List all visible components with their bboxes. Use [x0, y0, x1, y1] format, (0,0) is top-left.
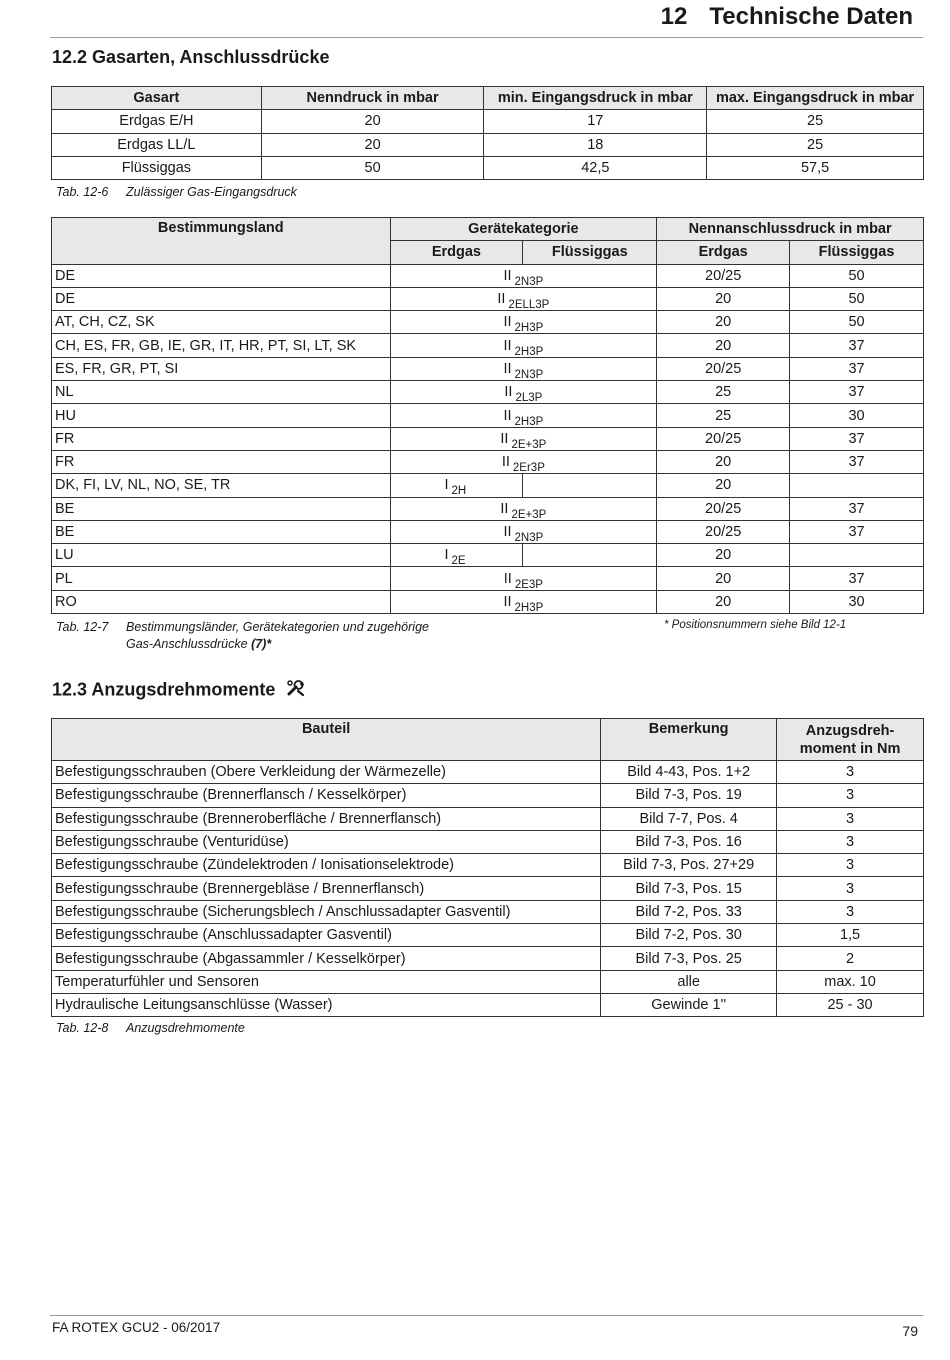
remark-cell: Bild 7-3, Pos. 25	[601, 947, 777, 970]
category-cell	[390, 567, 657, 590]
country-cell: HU	[52, 404, 391, 427]
pressure-erdgas: 20/25	[657, 357, 790, 380]
category-subscript: 2E	[451, 555, 466, 568]
chapter-title: Technische Daten	[709, 3, 913, 30]
table-row	[52, 807, 924, 830]
pressure-erdgas: 20	[657, 287, 790, 310]
table-cell: 20	[261, 133, 484, 156]
torque-cell: 3	[777, 761, 924, 784]
torque-cell: max. 10	[777, 970, 924, 993]
pressure-fluessiggas: 30	[790, 590, 924, 613]
category-label: II	[497, 291, 506, 308]
category-label: II	[500, 500, 509, 517]
pressure-erdgas: 20	[657, 544, 790, 567]
component-cell: Befestigungsschraube (Venturidüse)	[52, 830, 601, 853]
country-cell: LU	[52, 544, 391, 567]
column-subheader: Flüssiggas	[790, 241, 924, 264]
pressure-erdgas: 20	[657, 311, 790, 334]
country-cell: DK, FI, LV, NL, NO, SE, TR	[52, 474, 391, 497]
caption-number: Tab. 12-8	[56, 1021, 109, 1035]
remark-cell: Bild 7-3, Pos. 16	[601, 830, 777, 853]
category-cell	[390, 381, 657, 404]
table-header-row	[52, 218, 924, 241]
category-cell	[390, 450, 657, 473]
column-header: max. Eingangsdruck in mbar	[707, 87, 924, 110]
pressure-erdgas: 20	[657, 334, 790, 357]
torque-cell: 3	[777, 807, 924, 830]
wrench-icon	[286, 679, 306, 702]
category-subscript: 2E3P	[514, 578, 543, 591]
category-cell	[390, 497, 657, 520]
pressure-erdgas: 25	[657, 381, 790, 404]
table-row	[52, 544, 924, 567]
remark-cell: Bild 7-3, Pos. 27+29	[601, 854, 777, 877]
table-row	[52, 520, 924, 543]
caption-text: Bestimmungsländer, Gerätekategorien und zugehörige	[126, 620, 429, 634]
country-cell: CH, ES, FR, GB, IE, GR, IT, HR, PT, SI, LT, SK	[52, 334, 391, 357]
caption-number: Tab. 12-7	[56, 620, 109, 634]
country-cell: DE	[52, 287, 391, 310]
table-cell: Flüssiggas	[52, 156, 262, 179]
table-row	[52, 830, 924, 853]
category-cell	[390, 520, 657, 543]
torque-cell: 1,5	[777, 924, 924, 947]
remark-cell: Bild 7-7, Pos. 4	[601, 807, 777, 830]
component-cell: Befestigungsschraube (Brenneroberfläche / Brennerflansch)	[52, 807, 601, 830]
pressure-fluessiggas: 37	[790, 520, 924, 543]
pressure-fluessiggas: 37	[790, 381, 924, 404]
column-header: Gerätekategorie	[390, 218, 657, 241]
category-label: II	[501, 454, 510, 471]
table-cell: 17	[484, 110, 707, 133]
table-header-row	[52, 87, 924, 110]
torque-cell: 3	[777, 900, 924, 923]
column-header: Bestimmungsland	[52, 218, 391, 265]
component-cell: Hydraulische Leitungsanschlüsse (Wasser)	[52, 993, 601, 1016]
section-title-text: 12.3 Anzugsdrehmomente	[52, 679, 276, 700]
category-cell	[390, 544, 523, 567]
column-subheader: Flüssiggas	[523, 241, 657, 264]
category-label: I	[444, 547, 449, 564]
country-category-table	[51, 217, 924, 614]
table-row	[52, 450, 924, 473]
torque-cell: 3	[777, 877, 924, 900]
category-label: II	[503, 570, 512, 587]
table-row	[52, 287, 924, 310]
category-cell	[390, 357, 657, 380]
table-row	[52, 264, 924, 287]
pressure-erdgas: 25	[657, 404, 790, 427]
category-subscript: 2N3P	[514, 275, 544, 288]
torque-cell: 3	[777, 784, 924, 807]
section-title-torque	[52, 679, 306, 702]
table-row	[52, 497, 924, 520]
country-cell: ES, FR, GR, PT, SI	[52, 357, 391, 380]
pressure-fluessiggas: 30	[790, 404, 924, 427]
pressure-erdgas: 20	[657, 450, 790, 473]
component-cell: Befestigungsschraube (Brennerflansch / Kesselkörper)	[52, 784, 601, 807]
pressure-fluessiggas: 37	[790, 497, 924, 520]
caption-reference: (7)*	[251, 637, 272, 651]
torque-cell: 3	[777, 854, 924, 877]
pressure-fluessiggas: 37	[790, 357, 924, 380]
category-subscript: 2E+3P	[511, 508, 547, 521]
document-id: FA ROTEX GCU2 - 06/2017	[52, 1320, 221, 1335]
country-cell: FR	[52, 427, 391, 450]
pressure-fluessiggas: 37	[790, 334, 924, 357]
table-row	[52, 133, 924, 156]
pressure-fluessiggas: 50	[790, 287, 924, 310]
country-cell: NL	[52, 381, 391, 404]
country-cell: PL	[52, 567, 391, 590]
category-subscript: 2E+3P	[511, 438, 547, 451]
component-cell: Befestigungsschraube (Sicherungsblech / Anschlussadapter Gasventil)	[52, 900, 601, 923]
component-cell: Befestigungsschrauben (Obere Verkleidung der Wärmezelle)	[52, 761, 601, 784]
pressure-erdgas: 20	[657, 474, 790, 497]
table-row	[52, 854, 924, 877]
category-cell	[390, 427, 657, 450]
table-cell: 25	[707, 133, 924, 156]
header-divider	[50, 37, 923, 38]
torque-cell: 2	[777, 947, 924, 970]
category-subscript: 2H3P	[514, 415, 544, 428]
component-cell: Befestigungsschraube (Abgassammler / Kesselkörper)	[52, 947, 601, 970]
header-line: moment in Nm	[799, 740, 901, 757]
column-header: Bauteil	[52, 719, 601, 761]
remark-cell: Bild 7-2, Pos. 30	[601, 924, 777, 947]
category-label: II	[500, 430, 509, 447]
table-row	[52, 334, 924, 357]
footer-divider	[50, 1315, 923, 1316]
pressure-fluessiggas: 37	[790, 450, 924, 473]
category-cell	[390, 590, 657, 613]
column-subheader: Erdgas	[390, 241, 523, 264]
country-cell: BE	[52, 497, 391, 520]
pressure-erdgas: 20	[657, 590, 790, 613]
position-note: * Positionsnummern siehe Bild 12-1	[664, 619, 847, 631]
chapter-number: 12	[660, 3, 688, 30]
table-cell: Erdgas E/H	[52, 110, 262, 133]
category-cell	[390, 404, 657, 427]
component-cell: Befestigungsschraube (Zündelektroden / Ionisationselektrode)	[52, 854, 601, 877]
table-row	[52, 970, 924, 993]
table-row	[52, 427, 924, 450]
category-subscript: 2H3P	[514, 322, 544, 335]
category-subscript: 2ELL3P	[508, 299, 550, 312]
header-line: Anzugsdreh-	[805, 722, 895, 739]
pressure-erdgas: 20	[657, 567, 790, 590]
table-cell: 20	[261, 110, 484, 133]
table-row	[52, 110, 924, 133]
category-subscript: 2H	[451, 485, 467, 498]
table-row	[52, 877, 924, 900]
category-label: II	[504, 384, 513, 401]
pressure-fluessiggas: 50	[790, 311, 924, 334]
category-cell	[390, 287, 657, 310]
table-cell: 42,5	[484, 156, 707, 179]
torque-cell: 25 - 30	[777, 993, 924, 1016]
pressure-erdgas: 20/25	[657, 427, 790, 450]
remark-cell: Bild 7-3, Pos. 19	[601, 784, 777, 807]
caption-text: Zulässiger Gas-Eingangsdruck	[126, 185, 297, 199]
table-row	[52, 784, 924, 807]
torque-table	[51, 718, 924, 1017]
category-cell-empty	[523, 544, 657, 567]
table-row	[52, 590, 924, 613]
remark-cell: Bild 7-3, Pos. 15	[601, 877, 777, 900]
table-cell: 50	[261, 156, 484, 179]
page-number: 79	[902, 1323, 918, 1339]
table-header-row	[52, 719, 924, 761]
remark-cell: Gewinde 1''	[601, 993, 777, 1016]
pressure-fluessiggas: 50	[790, 264, 924, 287]
component-cell: Befestigungsschraube (Anschlussadapter Gasventil)	[52, 924, 601, 947]
remark-cell: Bild 7-2, Pos. 33	[601, 900, 777, 923]
table-cell: 57,5	[707, 156, 924, 179]
torque-cell: 3	[777, 830, 924, 853]
table-row	[52, 947, 924, 970]
pressure-fluessiggas: 37	[790, 427, 924, 450]
category-cell	[390, 311, 657, 334]
category-cell	[390, 474, 523, 497]
pressure-erdgas: 20/25	[657, 497, 790, 520]
category-label: II	[503, 593, 512, 610]
column-header: Bemerkung	[601, 719, 777, 761]
category-label: I	[444, 477, 449, 494]
category-subscript: 2L3P	[515, 392, 543, 405]
category-subscript: 2N3P	[514, 532, 544, 544]
table-row	[52, 311, 924, 334]
country-cell: AT, CH, CZ, SK	[52, 311, 391, 334]
caption-number: Tab. 12-6	[56, 185, 109, 199]
table-row	[52, 474, 924, 497]
table-row	[52, 381, 924, 404]
country-cell: FR	[52, 450, 391, 473]
category-label: II	[503, 360, 512, 377]
pressure-erdgas: 20/25	[657, 264, 790, 287]
table-cell: Erdgas LL/L	[52, 133, 262, 156]
category-label: II	[503, 337, 512, 354]
table-cell: 25	[707, 110, 924, 133]
table-row	[52, 761, 924, 784]
column-header: Nennanschlussdruck in mbar	[657, 218, 924, 241]
table-cell: 18	[484, 133, 707, 156]
category-label: II	[503, 314, 512, 331]
table-row	[52, 924, 924, 947]
country-cell: RO	[52, 590, 391, 613]
category-subscript: 2N3P	[514, 368, 544, 381]
category-label: II	[503, 267, 512, 284]
table-row	[52, 900, 924, 923]
remark-cell: Bild 4-43, Pos. 1+2	[601, 761, 777, 784]
remark-cell: alle	[601, 970, 777, 993]
section-title-gas: 12.2 Gasarten, Anschlussdrücke	[52, 47, 330, 67]
column-header	[777, 719, 924, 761]
pressure-fluessiggas	[790, 474, 924, 497]
category-label: II	[503, 524, 512, 540]
component-cell: Befestigungsschraube (Brennergebläse / Brennerflansch)	[52, 877, 601, 900]
category-label: II	[503, 407, 512, 424]
category-cell-empty	[523, 474, 657, 497]
caption-text: Gas-Anschlussdrücke	[126, 637, 248, 651]
gas-pressure-table	[51, 86, 924, 180]
country-cell: DE	[52, 264, 391, 287]
pressure-fluessiggas	[790, 544, 924, 567]
country-cell: BE	[52, 520, 391, 543]
column-header: Gasart	[52, 87, 262, 110]
pressure-erdgas: 20/25	[657, 520, 790, 543]
table-caption	[56, 619, 429, 653]
table-row	[52, 357, 924, 380]
column-subheader: Erdgas	[657, 241, 790, 264]
pressure-fluessiggas: 37	[790, 567, 924, 590]
table-row	[52, 567, 924, 590]
table-caption	[56, 185, 297, 199]
component-cell: Temperaturfühler und Sensoren	[52, 970, 601, 993]
chapter-heading	[661, 3, 913, 31]
category-subscript: 2Er3P	[512, 462, 545, 475]
table-caption	[56, 1021, 245, 1035]
column-header: Nenndruck in mbar	[261, 87, 484, 110]
table-row	[52, 156, 924, 179]
table-row	[52, 993, 924, 1016]
table-row	[52, 404, 924, 427]
category-subscript: 2H3P	[514, 345, 544, 358]
category-cell	[390, 334, 657, 357]
caption-text: Anzugsdrehmomente	[126, 1021, 245, 1035]
column-header: min. Eingangsdruck in mbar	[484, 87, 707, 110]
category-subscript: 2H3P	[514, 601, 544, 614]
category-cell	[390, 264, 657, 287]
